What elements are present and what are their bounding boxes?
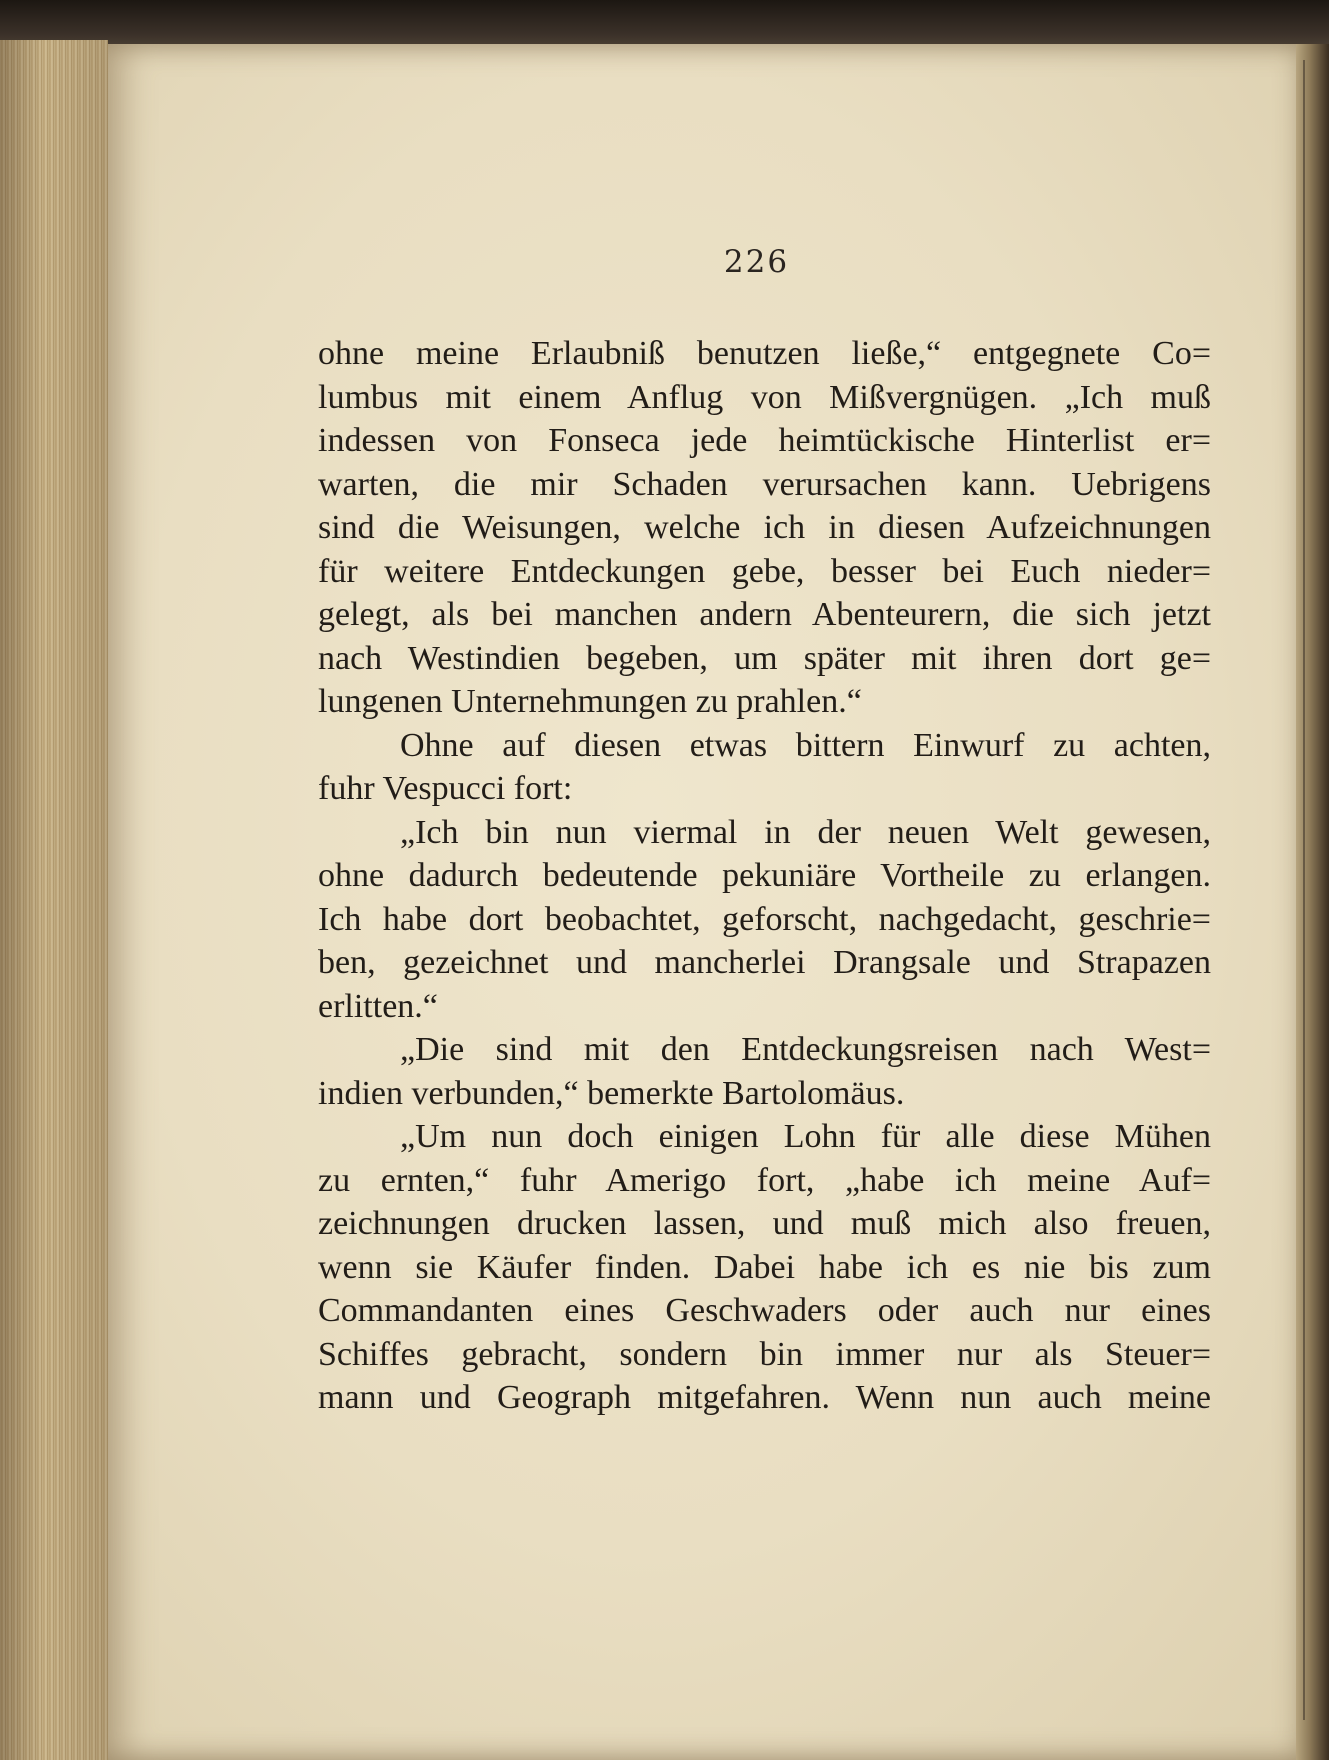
text-line: warten, die mir Schaden verursachen kann. Uebrigens (318, 465, 1211, 503)
text-line: indessen von Fonseca jede heimtückische Hinterlist er= (318, 422, 1211, 459)
text-line: „Um nun doch einigen Lohn für alle diese Mühen (400, 1118, 1211, 1155)
text-line: „Ich bin nun viermal in der neuen Welt gewesen, (400, 813, 1211, 851)
text-line: mann und Geograph mitgefahren. Wenn nun auch meine (318, 1379, 1211, 1416)
text-line: sind die Weisungen, welche ich in diesen Aufzeichnungen (318, 509, 1211, 546)
text-line: ohne meine Erlaubniß benutzen ließe,“ entgegnete Co= (318, 335, 1211, 372)
text-line: erlitten.“ (318, 987, 438, 1025)
text-line: zeichnungen drucken lassen, und muß mich also freuen, (318, 1205, 1211, 1242)
text-line: für weitere Entdeckungen gebe, besser bei Euch nieder= (318, 552, 1211, 590)
text-line: fuhr Vespucci fort: (318, 770, 573, 807)
text-line: Schiffes gebracht, sondern bin immer nur als Steuer= (318, 1335, 1211, 1373)
text-line: gelegt, als bei manchen andern Abenteurern, die sich jetzt (318, 596, 1211, 633)
text-line: lungenen Unternehmungen zu prahlen.“ (318, 683, 862, 720)
text-line: „Die sind mit den Entdeckungsreisen nach West= (400, 1031, 1211, 1068)
text-line: zu ernten,“ fuhr Amerigo fort, „habe ich meine Auf= (318, 1161, 1211, 1199)
text-line: ben, gezeichnet und mancherlei Drangsale und Strapazen (318, 944, 1211, 981)
text-line: nach Westindien begeben, um später mit ihren dort ge= (318, 639, 1211, 677)
text-line: lumbus mit einem Anflug von Mißvergnügen. „Ich muß (318, 378, 1211, 416)
text-line: indien verbunden,“ bemerkte Bartolomäus. (318, 1074, 905, 1112)
body-text (318, 332, 1211, 1420)
text-line: wenn sie Käufer finden. Dabei habe ich es nie bis zum (318, 1248, 1211, 1286)
text-line: Commandanten eines Geschwaders oder auch nur eines (318, 1292, 1211, 1329)
text-line: Ich habe dort beobachtet, geforscht, nachgedacht, geschrie= (318, 900, 1211, 938)
page-edges-shade (0, 40, 108, 1760)
page-number: 226 (723, 244, 790, 280)
text-line: ohne dadurch bedeutende pekuniäre Vortheile zu erlangen. (318, 857, 1211, 894)
book-spine-edge (1296, 44, 1329, 1760)
binding-shadow (0, 0, 1329, 48)
text-line: Ohne auf diesen etwas bittern Einwurf zu achten, (400, 726, 1211, 764)
page-fold-line (1303, 60, 1305, 1720)
